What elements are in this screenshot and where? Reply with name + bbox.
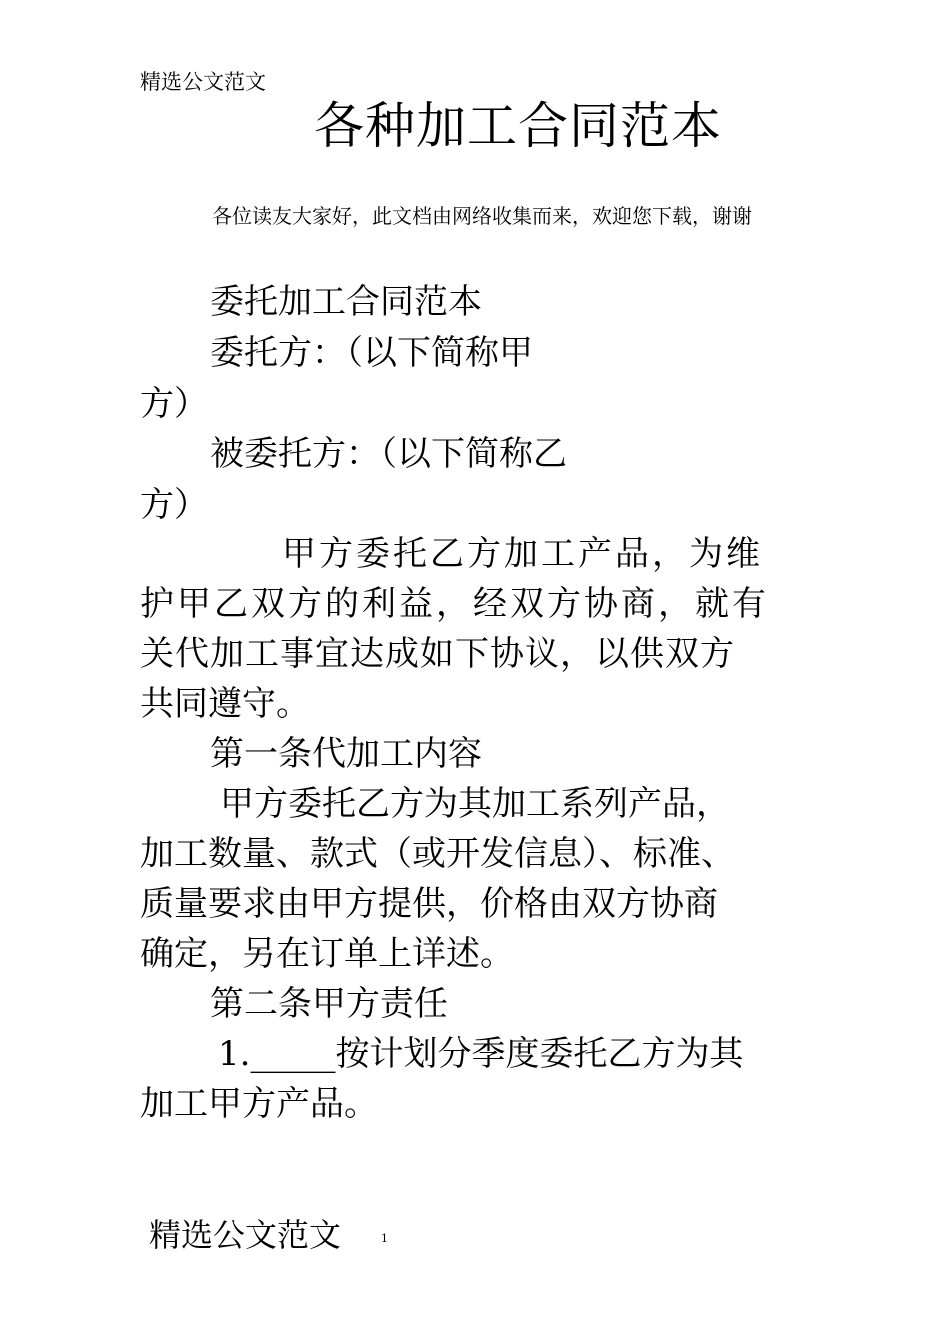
party-a-line-cont: 方）: [140, 384, 208, 424]
paragraph-line: 护甲乙双方的利益，经双方协商，就有: [140, 584, 769, 624]
party-b-line-cont: 方）: [140, 485, 208, 525]
section-heading: 第一条代加工内容: [210, 734, 482, 774]
paragraph-line: 加工甲方产品。: [140, 1084, 378, 1124]
intro-text: 各位读友大家好，此文档由网络收集而来，欢迎您下载，谢谢: [212, 204, 752, 228]
paragraph-line: 甲方委托乙方为其加工系列产品，: [220, 784, 730, 824]
party-b-line: 被委托方：（以下简称乙: [210, 434, 567, 474]
document-title: 各种加工合同范本: [314, 97, 722, 155]
contract-heading: 委托加工合同范本: [210, 282, 482, 322]
paragraph-line: 加工数量、款式（或开发信息）、标准、: [140, 834, 735, 874]
page-number: 1: [381, 1232, 388, 1245]
paragraph-line: 关代加工事宜达成如下协议，以供双方: [140, 634, 735, 674]
paragraph-line: 确定，另在订单上详述。: [140, 934, 514, 974]
section-heading: 第二条甲方责任: [210, 984, 448, 1024]
paragraph-line: 质量要求由甲方提供，价格由双方协商: [140, 884, 718, 924]
header-tag: 精选公文范文: [140, 70, 266, 94]
paragraph-line: 甲方委托乙方加工产品，为维: [282, 534, 763, 574]
paragraph-line: 1._____按计划分季度委托乙方为其: [218, 1034, 744, 1074]
party-a-line: 委托方：（以下简称甲: [210, 333, 533, 373]
paragraph-line: 共同遵守。: [140, 684, 310, 724]
footer-tag: 精选公文范文: [149, 1216, 342, 1254]
